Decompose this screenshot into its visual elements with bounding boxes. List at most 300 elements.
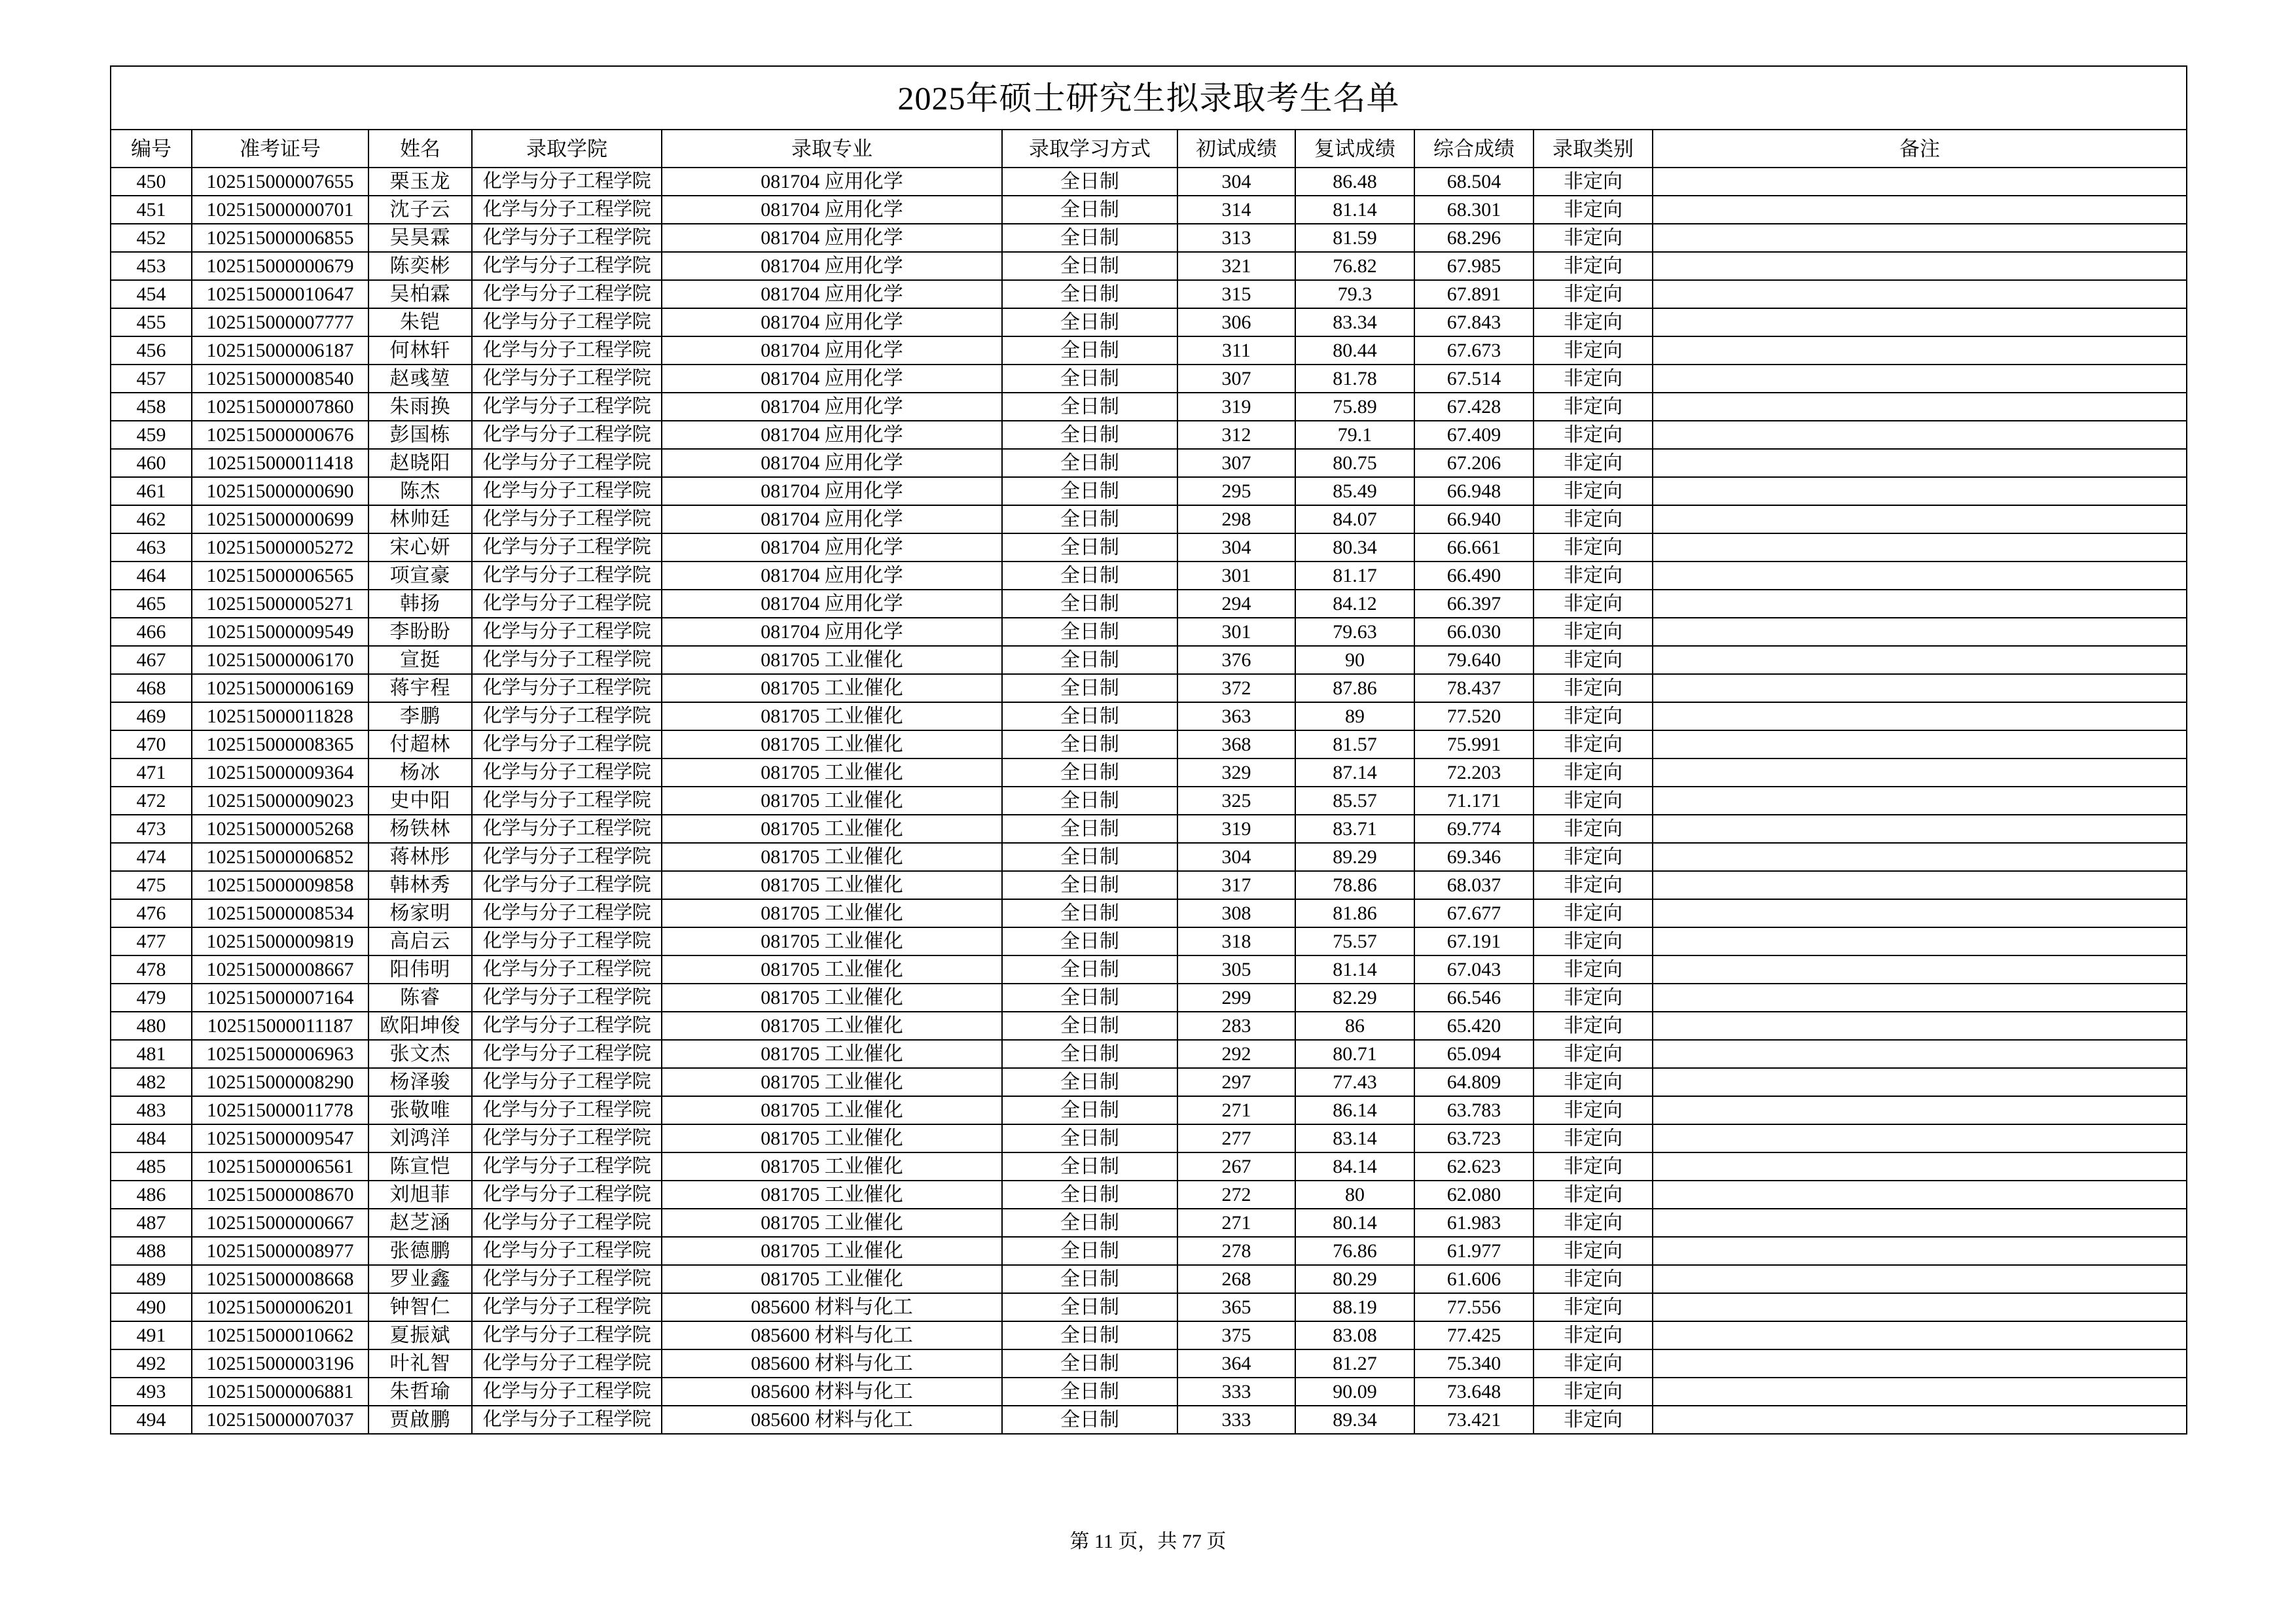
cell-ticket: 102515000009023 xyxy=(192,787,368,815)
table-row xyxy=(111,505,2187,533)
cell-college: 化学与分子工程学院 xyxy=(472,1181,662,1209)
cell-remark xyxy=(1653,562,2187,590)
cell-college: 化学与分子工程学院 xyxy=(472,505,662,533)
cell-study-mode: 全日制 xyxy=(1002,196,1177,224)
cell-remark xyxy=(1653,1406,2187,1434)
cell-id: 483 xyxy=(111,1096,192,1124)
cell-admission-type: 非定向 xyxy=(1534,955,1653,984)
cell-ticket: 102515000007860 xyxy=(192,393,368,421)
cell-college: 化学与分子工程学院 xyxy=(472,1096,662,1124)
cell-study-mode: 全日制 xyxy=(1002,815,1177,843)
cell-major: 081705 工业催化 xyxy=(662,984,1002,1012)
table-row xyxy=(111,758,2187,787)
cell-id: 462 xyxy=(111,505,192,533)
cell-first-exam-score: 376 xyxy=(1177,646,1295,674)
cell-reexam-score: 75.89 xyxy=(1295,393,1414,421)
cell-ticket: 102515000008534 xyxy=(192,899,368,927)
cell-admission-type: 非定向 xyxy=(1534,533,1653,562)
table-head xyxy=(111,66,2187,168)
cell-name: 朱铠 xyxy=(368,308,472,336)
page-title: 2025年硕士研究生拟录取考生名单 xyxy=(111,66,2187,130)
cell-id: 487 xyxy=(111,1209,192,1237)
cell-name: 刘旭菲 xyxy=(368,1181,472,1209)
cell-study-mode: 全日制 xyxy=(1002,646,1177,674)
cell-study-mode: 全日制 xyxy=(1002,562,1177,590)
cell-total-score: 61.977 xyxy=(1414,1237,1534,1265)
cell-name: 夏振斌 xyxy=(368,1321,472,1349)
cell-admission-type: 非定向 xyxy=(1534,1321,1653,1349)
cell-admission-type: 非定向 xyxy=(1534,1406,1653,1434)
cell-id: 457 xyxy=(111,365,192,393)
cell-college: 化学与分子工程学院 xyxy=(472,1040,662,1068)
cell-first-exam-score: 304 xyxy=(1177,168,1295,196)
cell-name: 罗业鑫 xyxy=(368,1265,472,1293)
cell-major: 081705 工业催化 xyxy=(662,1181,1002,1209)
cell-id: 470 xyxy=(111,730,192,758)
table-row xyxy=(111,899,2187,927)
cell-total-score: 67.191 xyxy=(1414,927,1534,955)
cell-reexam-score: 76.82 xyxy=(1295,252,1414,280)
cell-study-mode: 全日制 xyxy=(1002,1406,1177,1434)
table-row xyxy=(111,730,2187,758)
cell-study-mode: 全日制 xyxy=(1002,674,1177,702)
cell-admission-type: 非定向 xyxy=(1534,646,1653,674)
cell-reexam-score: 86.14 xyxy=(1295,1096,1414,1124)
cell-id: 459 xyxy=(111,421,192,449)
cell-first-exam-score: 333 xyxy=(1177,1378,1295,1406)
column-header-id: 编号 xyxy=(111,130,192,168)
cell-total-score: 66.397 xyxy=(1414,590,1534,618)
column-header-major: 录取专业 xyxy=(662,130,1002,168)
cell-study-mode: 全日制 xyxy=(1002,336,1177,365)
cell-ticket: 102515000007164 xyxy=(192,984,368,1012)
cell-remark xyxy=(1653,590,2187,618)
table-row xyxy=(111,955,2187,984)
cell-admission-type: 非定向 xyxy=(1534,1293,1653,1321)
table-row xyxy=(111,1209,2187,1237)
cell-name: 赵芝涵 xyxy=(368,1209,472,1237)
cell-admission-type: 非定向 xyxy=(1534,927,1653,955)
cell-total-score: 64.809 xyxy=(1414,1068,1534,1096)
cell-id: 489 xyxy=(111,1265,192,1293)
cell-major: 081704 应用化学 xyxy=(662,421,1002,449)
cell-total-score: 63.723 xyxy=(1414,1124,1534,1152)
cell-major: 081705 工业催化 xyxy=(662,955,1002,984)
cell-id: 478 xyxy=(111,955,192,984)
cell-reexam-score: 90.09 xyxy=(1295,1378,1414,1406)
table-row xyxy=(111,449,2187,477)
table-row xyxy=(111,871,2187,899)
table-row xyxy=(111,533,2187,562)
cell-id: 455 xyxy=(111,308,192,336)
cell-study-mode: 全日制 xyxy=(1002,590,1177,618)
cell-study-mode: 全日制 xyxy=(1002,1181,1177,1209)
cell-admission-type: 非定向 xyxy=(1534,505,1653,533)
cell-ticket: 102515000008365 xyxy=(192,730,368,758)
cell-first-exam-score: 299 xyxy=(1177,984,1295,1012)
cell-reexam-score: 89.29 xyxy=(1295,843,1414,871)
cell-total-score: 77.520 xyxy=(1414,702,1534,730)
cell-name: 陈杰 xyxy=(368,477,472,505)
cell-major: 081705 工业催化 xyxy=(662,843,1002,871)
cell-id: 494 xyxy=(111,1406,192,1434)
cell-name: 陈宣恺 xyxy=(368,1152,472,1181)
cell-first-exam-score: 312 xyxy=(1177,421,1295,449)
cell-remark xyxy=(1653,1321,2187,1349)
cell-id: 466 xyxy=(111,618,192,646)
cell-ticket: 102515000006855 xyxy=(192,224,368,252)
cell-total-score: 66.546 xyxy=(1414,984,1534,1012)
cell-major: 081704 应用化学 xyxy=(662,196,1002,224)
cell-ticket: 102515000006169 xyxy=(192,674,368,702)
cell-id: 484 xyxy=(111,1124,192,1152)
cell-first-exam-score: 321 xyxy=(1177,252,1295,280)
table-row xyxy=(111,168,2187,196)
cell-first-exam-score: 333 xyxy=(1177,1406,1295,1434)
cell-total-score: 67.677 xyxy=(1414,899,1534,927)
cell-admission-type: 非定向 xyxy=(1534,365,1653,393)
cell-major: 081705 工业催化 xyxy=(662,1012,1002,1040)
cell-remark xyxy=(1653,449,2187,477)
cell-major: 081704 应用化学 xyxy=(662,336,1002,365)
cell-total-score: 71.171 xyxy=(1414,787,1534,815)
cell-remark xyxy=(1653,1181,2187,1209)
cell-total-score: 67.891 xyxy=(1414,280,1534,308)
cell-remark xyxy=(1653,702,2187,730)
cell-major: 081705 工业催化 xyxy=(662,758,1002,787)
cell-name: 彭国栋 xyxy=(368,421,472,449)
table-row xyxy=(111,336,2187,365)
cell-first-exam-score: 315 xyxy=(1177,280,1295,308)
cell-reexam-score: 87.86 xyxy=(1295,674,1414,702)
cell-name: 宣挺 xyxy=(368,646,472,674)
cell-remark xyxy=(1653,730,2187,758)
cell-total-score: 67.206 xyxy=(1414,449,1534,477)
cell-ticket: 102515000009819 xyxy=(192,927,368,955)
cell-reexam-score: 75.57 xyxy=(1295,927,1414,955)
cell-major: 085600 材料与化工 xyxy=(662,1321,1002,1349)
cell-ticket: 102515000007777 xyxy=(192,308,368,336)
cell-ticket: 102515000006187 xyxy=(192,336,368,365)
cell-id: 480 xyxy=(111,1012,192,1040)
cell-first-exam-score: 329 xyxy=(1177,758,1295,787)
cell-first-exam-score: 308 xyxy=(1177,899,1295,927)
cell-college: 化学与分子工程学院 xyxy=(472,1152,662,1181)
cell-id: 493 xyxy=(111,1378,192,1406)
cell-major: 081704 应用化学 xyxy=(662,449,1002,477)
cell-name: 叶礼智 xyxy=(368,1349,472,1378)
cell-major: 081705 工业催化 xyxy=(662,730,1002,758)
cell-first-exam-score: 372 xyxy=(1177,674,1295,702)
cell-id: 488 xyxy=(111,1237,192,1265)
cell-id: 476 xyxy=(111,899,192,927)
cell-name: 栗玉龙 xyxy=(368,168,472,196)
cell-admission-type: 非定向 xyxy=(1534,1068,1653,1096)
cell-first-exam-score: 365 xyxy=(1177,1293,1295,1321)
cell-reexam-score: 83.34 xyxy=(1295,308,1414,336)
cell-name: 赵彧堃 xyxy=(368,365,472,393)
cell-first-exam-score: 283 xyxy=(1177,1012,1295,1040)
cell-major: 081705 工业催化 xyxy=(662,1237,1002,1265)
cell-admission-type: 非定向 xyxy=(1534,843,1653,871)
cell-first-exam-score: 294 xyxy=(1177,590,1295,618)
cell-total-score: 69.774 xyxy=(1414,815,1534,843)
cell-admission-type: 非定向 xyxy=(1534,1012,1653,1040)
cell-college: 化学与分子工程学院 xyxy=(472,562,662,590)
cell-reexam-score: 80.75 xyxy=(1295,449,1414,477)
cell-study-mode: 全日制 xyxy=(1002,1378,1177,1406)
cell-reexam-score: 86 xyxy=(1295,1012,1414,1040)
cell-college: 化学与分子工程学院 xyxy=(472,1406,662,1434)
table-row xyxy=(111,1124,2187,1152)
cell-college: 化学与分子工程学院 xyxy=(472,280,662,308)
cell-name: 欧阳坤俊 xyxy=(368,1012,472,1040)
cell-study-mode: 全日制 xyxy=(1002,1012,1177,1040)
cell-study-mode: 全日制 xyxy=(1002,449,1177,477)
cell-admission-type: 非定向 xyxy=(1534,196,1653,224)
cell-first-exam-score: 319 xyxy=(1177,815,1295,843)
cell-id: 450 xyxy=(111,168,192,196)
cell-college: 化学与分子工程学院 xyxy=(472,702,662,730)
cell-admission-type: 非定向 xyxy=(1534,421,1653,449)
cell-total-score: 67.673 xyxy=(1414,336,1534,365)
cell-major: 081705 工业催化 xyxy=(662,899,1002,927)
cell-major: 081705 工业催化 xyxy=(662,871,1002,899)
cell-admission-type: 非定向 xyxy=(1534,336,1653,365)
cell-remark xyxy=(1653,927,2187,955)
cell-ticket: 102515000006561 xyxy=(192,1152,368,1181)
cell-first-exam-score: 307 xyxy=(1177,365,1295,393)
cell-total-score: 68.301 xyxy=(1414,196,1534,224)
cell-ticket: 102515000008290 xyxy=(192,1068,368,1096)
cell-remark xyxy=(1653,1012,2187,1040)
cell-id: 491 xyxy=(111,1321,192,1349)
cell-total-score: 63.783 xyxy=(1414,1096,1534,1124)
cell-remark xyxy=(1653,899,2187,927)
cell-study-mode: 全日制 xyxy=(1002,843,1177,871)
cell-study-mode: 全日制 xyxy=(1002,1349,1177,1378)
cell-major: 081704 应用化学 xyxy=(662,533,1002,562)
table-row xyxy=(111,421,2187,449)
cell-major: 081705 工业催化 xyxy=(662,674,1002,702)
cell-college: 化学与分子工程学院 xyxy=(472,984,662,1012)
table-row xyxy=(111,590,2187,618)
cell-first-exam-score: 311 xyxy=(1177,336,1295,365)
cell-study-mode: 全日制 xyxy=(1002,1237,1177,1265)
cell-id: 451 xyxy=(111,196,192,224)
cell-major: 081704 应用化学 xyxy=(662,505,1002,533)
cell-name: 杨铁林 xyxy=(368,815,472,843)
cell-ticket: 102515000008540 xyxy=(192,365,368,393)
cell-reexam-score: 84.12 xyxy=(1295,590,1414,618)
cell-reexam-score: 84.07 xyxy=(1295,505,1414,533)
cell-admission-type: 非定向 xyxy=(1534,1096,1653,1124)
cell-remark xyxy=(1653,421,2187,449)
cell-first-exam-score: 375 xyxy=(1177,1321,1295,1349)
cell-name: 朱雨换 xyxy=(368,393,472,421)
cell-name: 陈奕彬 xyxy=(368,252,472,280)
cell-total-score: 67.843 xyxy=(1414,308,1534,336)
cell-id: 473 xyxy=(111,815,192,843)
cell-major: 085600 材料与化工 xyxy=(662,1349,1002,1378)
cell-college: 化学与分子工程学院 xyxy=(472,477,662,505)
cell-reexam-score: 81.14 xyxy=(1295,955,1414,984)
cell-ticket: 102515000000676 xyxy=(192,421,368,449)
table-body xyxy=(111,168,2187,1434)
cell-admission-type: 非定向 xyxy=(1534,449,1653,477)
cell-study-mode: 全日制 xyxy=(1002,308,1177,336)
cell-major: 081704 应用化学 xyxy=(662,477,1002,505)
cell-name: 贾啟鹏 xyxy=(368,1406,472,1434)
cell-admission-type: 非定向 xyxy=(1534,1124,1653,1152)
cell-first-exam-score: 304 xyxy=(1177,533,1295,562)
cell-admission-type: 非定向 xyxy=(1534,674,1653,702)
cell-total-score: 67.409 xyxy=(1414,421,1534,449)
cell-remark xyxy=(1653,955,2187,984)
cell-reexam-score: 90 xyxy=(1295,646,1414,674)
cell-first-exam-score: 319 xyxy=(1177,393,1295,421)
cell-total-score: 79.640 xyxy=(1414,646,1534,674)
cell-remark xyxy=(1653,252,2187,280)
cell-reexam-score: 81.27 xyxy=(1295,1349,1414,1378)
cell-name: 杨泽骏 xyxy=(368,1068,472,1096)
cell-admission-type: 非定向 xyxy=(1534,758,1653,787)
cell-remark xyxy=(1653,1209,2187,1237)
cell-id: 485 xyxy=(111,1152,192,1181)
table-row xyxy=(111,1293,2187,1321)
cell-ticket: 102515000006963 xyxy=(192,1040,368,1068)
table-row xyxy=(111,365,2187,393)
cell-college: 化学与分子工程学院 xyxy=(472,1378,662,1406)
cell-id: 475 xyxy=(111,871,192,899)
cell-remark xyxy=(1653,1124,2187,1152)
cell-major: 081705 工业催化 xyxy=(662,646,1002,674)
cell-reexam-score: 85.49 xyxy=(1295,477,1414,505)
cell-ticket: 102515000009547 xyxy=(192,1124,368,1152)
cell-college: 化学与分子工程学院 xyxy=(472,308,662,336)
cell-id: 471 xyxy=(111,758,192,787)
cell-id: 464 xyxy=(111,562,192,590)
cell-remark xyxy=(1653,365,2187,393)
cell-ticket: 102515000007037 xyxy=(192,1406,368,1434)
cell-study-mode: 全日制 xyxy=(1002,899,1177,927)
cell-first-exam-score: 271 xyxy=(1177,1209,1295,1237)
cell-study-mode: 全日制 xyxy=(1002,252,1177,280)
cell-first-exam-score: 368 xyxy=(1177,730,1295,758)
admission-list-container xyxy=(110,65,2186,1435)
cell-study-mode: 全日制 xyxy=(1002,1265,1177,1293)
cell-first-exam-score: 268 xyxy=(1177,1265,1295,1293)
cell-reexam-score: 80.29 xyxy=(1295,1265,1414,1293)
cell-college: 化学与分子工程学院 xyxy=(472,871,662,899)
cell-study-mode: 全日制 xyxy=(1002,1293,1177,1321)
cell-college: 化学与分子工程学院 xyxy=(472,224,662,252)
cell-total-score: 67.043 xyxy=(1414,955,1534,984)
cell-major: 081705 工业催化 xyxy=(662,702,1002,730)
cell-college: 化学与分子工程学院 xyxy=(472,590,662,618)
cell-ticket: 102515000000690 xyxy=(192,477,368,505)
table-row xyxy=(111,1265,2187,1293)
cell-total-score: 67.428 xyxy=(1414,393,1534,421)
table-row xyxy=(111,1040,2187,1068)
cell-total-score: 77.556 xyxy=(1414,1293,1534,1321)
cell-total-score: 65.420 xyxy=(1414,1012,1534,1040)
cell-name: 杨冰 xyxy=(368,758,472,787)
cell-id: 474 xyxy=(111,843,192,871)
cell-admission-type: 非定向 xyxy=(1534,1265,1653,1293)
cell-remark xyxy=(1653,505,2187,533)
cell-ticket: 102515000011418 xyxy=(192,449,368,477)
cell-id: 468 xyxy=(111,674,192,702)
cell-id: 460 xyxy=(111,449,192,477)
cell-major: 081704 应用化学 xyxy=(662,393,1002,421)
cell-first-exam-score: 318 xyxy=(1177,927,1295,955)
cell-college: 化学与分子工程学院 xyxy=(472,533,662,562)
cell-reexam-score: 88.19 xyxy=(1295,1293,1414,1321)
cell-admission-type: 非定向 xyxy=(1534,815,1653,843)
cell-ticket: 102515000005272 xyxy=(192,533,368,562)
column-header-ticket: 准考证号 xyxy=(192,130,368,168)
cell-major: 081705 工业催化 xyxy=(662,1152,1002,1181)
cell-ticket: 102515000006852 xyxy=(192,843,368,871)
cell-ticket: 102515000005268 xyxy=(192,815,368,843)
cell-total-score: 75.340 xyxy=(1414,1349,1534,1378)
cell-reexam-score: 80 xyxy=(1295,1181,1414,1209)
cell-major: 081705 工业催化 xyxy=(662,787,1002,815)
cell-id: 452 xyxy=(111,224,192,252)
table-row xyxy=(111,984,2187,1012)
cell-admission-type: 非定向 xyxy=(1534,168,1653,196)
cell-reexam-score: 78.86 xyxy=(1295,871,1414,899)
cell-name: 阳伟明 xyxy=(368,955,472,984)
cell-study-mode: 全日制 xyxy=(1002,393,1177,421)
table-row xyxy=(111,618,2187,646)
table-row xyxy=(111,674,2187,702)
cell-college: 化学与分子工程学院 xyxy=(472,449,662,477)
cell-major: 081704 应用化学 xyxy=(662,590,1002,618)
cell-college: 化学与分子工程学院 xyxy=(472,1349,662,1378)
cell-name: 杨家明 xyxy=(368,899,472,927)
cell-reexam-score: 80.34 xyxy=(1295,533,1414,562)
cell-college: 化学与分子工程学院 xyxy=(472,815,662,843)
cell-remark xyxy=(1653,1237,2187,1265)
cell-study-mode: 全日制 xyxy=(1002,927,1177,955)
cell-id: 486 xyxy=(111,1181,192,1209)
cell-remark xyxy=(1653,336,2187,365)
cell-name: 张敬唯 xyxy=(368,1096,472,1124)
cell-reexam-score: 81.14 xyxy=(1295,196,1414,224)
cell-total-score: 75.991 xyxy=(1414,730,1534,758)
cell-remark xyxy=(1653,477,2187,505)
cell-study-mode: 全日制 xyxy=(1002,871,1177,899)
cell-id: 465 xyxy=(111,590,192,618)
cell-total-score: 66.490 xyxy=(1414,562,1534,590)
cell-first-exam-score: 267 xyxy=(1177,1152,1295,1181)
cell-reexam-score: 81.78 xyxy=(1295,365,1414,393)
cell-college: 化学与分子工程学院 xyxy=(472,168,662,196)
cell-total-score: 68.296 xyxy=(1414,224,1534,252)
table-row xyxy=(111,1321,2187,1349)
cell-remark xyxy=(1653,1293,2187,1321)
cell-reexam-score: 79.1 xyxy=(1295,421,1414,449)
cell-name: 张德鹏 xyxy=(368,1237,472,1265)
cell-ticket: 102515000011778 xyxy=(192,1096,368,1124)
cell-study-mode: 全日制 xyxy=(1002,1321,1177,1349)
cell-study-mode: 全日制 xyxy=(1002,1209,1177,1237)
cell-study-mode: 全日制 xyxy=(1002,984,1177,1012)
cell-total-score: 67.985 xyxy=(1414,252,1534,280)
cell-admission-type: 非定向 xyxy=(1534,224,1653,252)
